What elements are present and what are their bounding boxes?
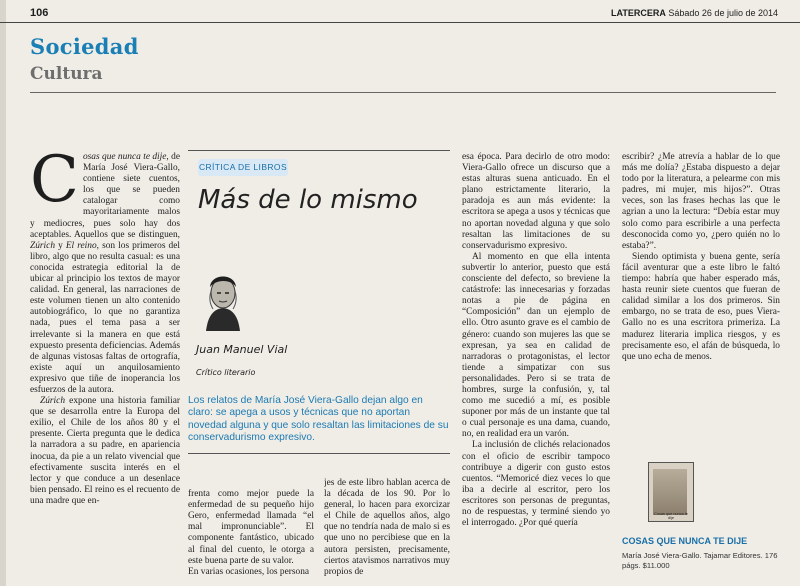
article-column-1 bbox=[30, 152, 180, 584]
book-cover-photo bbox=[653, 469, 687, 515]
article-column-4 bbox=[462, 152, 610, 584]
pull-quote-rule bbox=[188, 453, 450, 454]
publication-line bbox=[611, 8, 778, 18]
page-edge bbox=[0, 0, 6, 586]
column-5-paragraph-1: escribir? ¿Me atrevía a hablar de lo que más me dolía? ¿Estaba dispuesto a dejar todo por la literatura, a pelearme con mis padres, mi mujer, mis hijos?”. Otras veces, son las frases hechas las que le agrian a uno la lectura: “Debía estar muy solo como para escribirle a una perfecta desconocida como yo, ¿pero quién no lo estaba?”. bbox=[622, 152, 780, 251]
review-feature-panel bbox=[188, 150, 450, 471]
publication-name: LATERCERA bbox=[611, 8, 666, 18]
author-role: Crítico literario bbox=[196, 368, 256, 377]
review-badge: CRÍTICA DE LIBROS bbox=[198, 159, 288, 176]
book-cover bbox=[648, 462, 694, 522]
column-1-paragraph-1 bbox=[30, 152, 180, 396]
review-headline: Más de lo mismo bbox=[198, 185, 418, 215]
lead-text-c: , son los primeros del libro, algo que no resulta casual: es una conocida estrategia editorial la de ubicar al principio los textos de mayor calidad. En general, las narraciones de este volumen tienen un alto contenido autobiográfico, lo que no garantiza nada, pues el tema pasa a ser irrelevante si la manera en que está expuesto presenta deficiencias. Además de algunas vistosas faltas de ortografía, existe aquí un anquilosamiento expresivo que tiñe de inoperancia los esfuerzos de la autora. bbox=[30, 240, 180, 395]
publication-date: Sábado 26 de julio de 2014 bbox=[668, 8, 778, 18]
article-column-2 bbox=[188, 478, 314, 582]
pull-quote: Los relatos de María José Viera-Gallo dejan algo en claro: se apega a usos y técnicas que no aportan novedad alguna y que solo resaltan las limitaciones de su conservadurismo expresivo. bbox=[188, 395, 449, 444]
subsection-title: Cultura bbox=[30, 64, 103, 84]
book-cover-text: Cosas que nunca te dije bbox=[654, 512, 688, 520]
story-title-zurich-2: Zúrich bbox=[40, 396, 66, 407]
column-4-paragraph-1: esa época. Para decirlo de otro modo: Viera-Gallo ofrece un discurso que a estas alturas suena anticuado. En el plano estrictamente literario, la paradoja es aun más evidente: la escritora se apega a usos y técnicas que no aportan novedad alguna y que solo resaltan las limitaciones de su conservadurismo expresivo. bbox=[462, 152, 610, 251]
drop-cap: C bbox=[30, 152, 79, 217]
book-title-inline: osas que nunca te dije bbox=[82, 152, 167, 162]
story-title-reino: El reino bbox=[65, 240, 97, 251]
column-5-paragraph-2: Siendo optimista y buena gente, sería fácil aventurar que a este libro le faltó tiempo: habría que haber esperado más, hasta reunir siete cuentos que fueran de calidad similar a los dos primeros. Sin embargo, no se trata de eso, pues Viera-Gallo no es una escritora primeriza. La madurez literaria implica riesgos, y es precisamente eso, el afán de búsqueda, lo que uno echa de menos. bbox=[622, 251, 780, 362]
column-3-text: jes de este libro hablan acerca de la década de los 90. Por lo general, lo hacen para exorcizar el Chile de aquellos años, algo que no tendría nada de malo si es que uno no percibiese que en la autora persisten, precisamente, ciertos atavismos narrativos muy propios de bbox=[324, 478, 450, 577]
article-column-5 bbox=[622, 152, 780, 452]
column-4-paragraph-3: La inclusión de clichés relacionados con el oficio de escribir tampoco contribuye a digerir con gusto estos cuentos. “Memoricé diez veces lo que iba a decirle al escritor, pero los escritores son personas de preguntas, no de respuestas, y terminé siendo yo el interrogado. ¿Por qué quería bbox=[462, 440, 610, 529]
book-details: María José Viera-Gallo. Tajamar Editores. 176 págs. $11.000 bbox=[622, 551, 778, 570]
lead-text-a: , de María José Viera-Gallo, contiene siete cuentos, los que se pueden catalogar como mayoritariamente malos y mediocres, pues solo hay dos aceptables. Aquellos que se distinguen, bbox=[30, 152, 180, 240]
story-title-zurich: Zúrich bbox=[30, 240, 56, 251]
article-column-3 bbox=[324, 478, 450, 582]
header-rule bbox=[30, 92, 776, 93]
section-title: Sociedad bbox=[30, 34, 139, 59]
column-2-text: frenta como mejor puede la enfermedad de su pequeño hijo Gero, enfermedad llamada “el mal impronunciable”. El componente fantástico, ubicado al final del cuento, le otorga a este buena parte de su valor. En varias ocasiones, los persona bbox=[188, 489, 314, 577]
column-4-paragraph-2: Al momento en que ella intenta subvertir lo anterior, puesto que está consciente del defecto, so breviene la catástrofe: las innecesarias y forzadas notas a pie de página en “Composición” dan un ejemplo de ello. Otro asunto grave es el cambio de género: cuando son mujeres las que se expresan, ya sea en calidad de narradoras o protagonistas, el lector tiende a simpatizar con sus personalidades. Pero si se trata de hombres, surge la confusión, y, tal como me sucedió a mí, es posible suponer por más de un instante que tal o cual personaje es una dama, cuando, no, en realidad era un varón. bbox=[462, 251, 610, 440]
page-number: 106 bbox=[30, 7, 49, 19]
author-name: Juan Manuel Vial bbox=[196, 343, 288, 356]
page-header bbox=[0, 0, 800, 23]
column-1-paragraph-2 bbox=[30, 396, 180, 507]
column-1-paragraph-2-text: expone una historia familiar que se desarrolla entre la Europa del exilio, el Chile de los años 80 y el presente. Cierta pregunta que le dedica la narradora a su padre, en apariencia inocua, da pie a un relato vivencial que efectivamente suscita interés en el lector y que conduce a un desenlace bien pensado. El reino es el recuento de una madre que en- bbox=[30, 396, 180, 506]
lead-text-b: y bbox=[55, 240, 66, 251]
author-portrait bbox=[198, 263, 248, 331]
book-title: COSAS QUE NUNCA TE DIJE bbox=[622, 536, 748, 546]
